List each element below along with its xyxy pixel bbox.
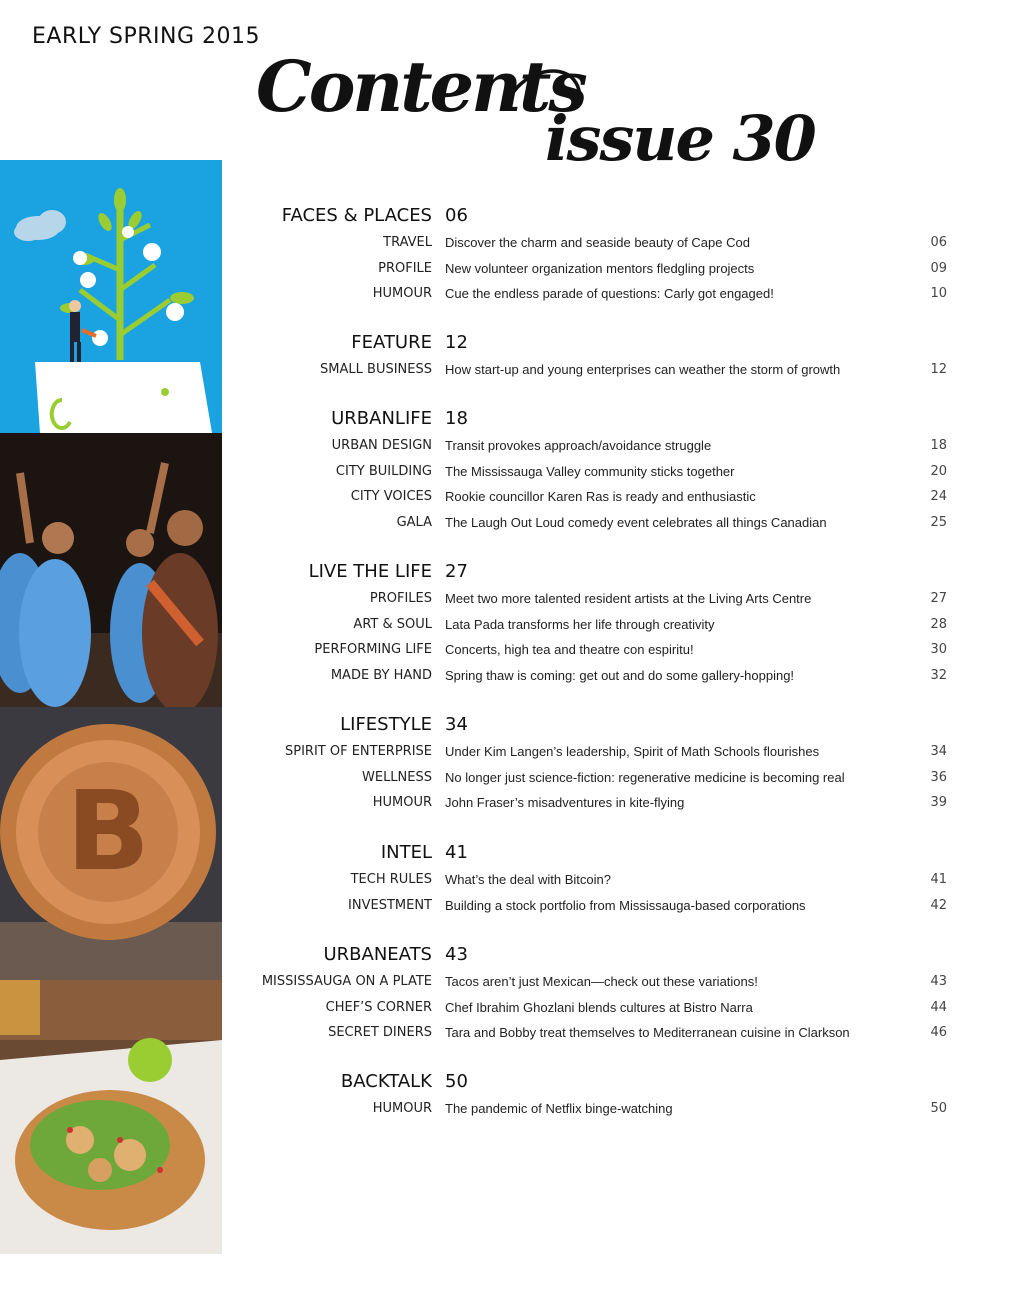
section-page-number: 12 bbox=[445, 332, 468, 353]
entry-page-number: 06 bbox=[930, 235, 947, 250]
entry-category: URBAN DESIGN bbox=[331, 438, 432, 453]
entry-description: Spring thaw is coming: get out and do some gallery-hopping! bbox=[445, 667, 795, 683]
issue-title: issue 30 bbox=[545, 102, 815, 175]
entry-category: CHEF’S CORNER bbox=[325, 999, 432, 1015]
section-page-number: 50 bbox=[445, 1071, 468, 1092]
entry-page-number: 39 bbox=[930, 795, 947, 810]
entry-page-number: 20 bbox=[930, 463, 947, 479]
entry-description: Lata Pada transforms her life through creativity bbox=[445, 616, 715, 632]
entry-description: Rookie councillor Karen Ras is ready and enthusiastic bbox=[445, 489, 756, 504]
section-page-number: 06 bbox=[445, 205, 468, 226]
entry-description: The Mississauga Valley community sticks together bbox=[445, 463, 735, 479]
plant-illustration bbox=[0, 160, 222, 433]
entry-category: HUMOUR bbox=[372, 795, 432, 810]
section-name: FACES & PLACES bbox=[281, 205, 432, 226]
entry-page-number: 27 bbox=[930, 591, 947, 606]
entry-description: Chef Ibrahim Ghozlani blends cultures at Bistro Narra bbox=[445, 999, 753, 1015]
section-name: INTEL bbox=[380, 842, 432, 863]
entry-category: HUMOUR bbox=[372, 1101, 432, 1116]
section-name: BACKTALK bbox=[340, 1071, 432, 1092]
entry-category: PERFORMING LIFE bbox=[314, 642, 432, 657]
entry-page-number: 43 bbox=[930, 974, 947, 989]
entry-page-number: 28 bbox=[930, 616, 947, 632]
entry-category: PROFILES bbox=[369, 591, 432, 606]
section-page-number: 18 bbox=[445, 408, 468, 429]
entry-category: PROFILE bbox=[378, 260, 432, 276]
entry-category: SECRET DINERS bbox=[328, 1025, 432, 1040]
entry-category: HUMOUR bbox=[372, 286, 432, 301]
entry-category: MISSISSAUGA ON A PLATE bbox=[261, 974, 432, 989]
entry-page-number: 30 bbox=[930, 642, 947, 657]
entry-category: SMALL BUSINESS bbox=[320, 362, 432, 377]
section-name: FEATURE bbox=[351, 332, 432, 353]
entry-category: TRAVEL bbox=[383, 235, 432, 250]
section-page-number: 27 bbox=[445, 561, 468, 582]
entry-description: Tara and Bobby treat themselves to Mediterranean cuisine in Clarkson bbox=[445, 1025, 850, 1040]
entry-page-number: 46 bbox=[930, 1025, 947, 1040]
entry-category: SPIRIT OF ENTERPRISE bbox=[284, 744, 432, 759]
entry-description: Transit provokes approach/avoidance struggle bbox=[445, 438, 712, 453]
section-page-number: 43 bbox=[445, 944, 468, 965]
entry-page-number: 32 bbox=[930, 667, 947, 683]
entry-category: WELLNESS bbox=[362, 769, 432, 785]
entry-description: Building a stock portfolio from Mississauga-based corporations bbox=[445, 897, 806, 913]
entry-description: What’s the deal with Bitcoin? bbox=[445, 872, 611, 887]
entry-description: Cue the endless parade of questions: Carly got engaged! bbox=[445, 286, 774, 301]
dancers-photo bbox=[0, 433, 222, 707]
bitcoin-photo bbox=[0, 707, 222, 980]
entry-description: No longer just science-fiction: regenerative medicine is becoming real bbox=[445, 769, 845, 785]
section-name: URBANEATS bbox=[323, 944, 432, 965]
section-name: LIVE THE LIFE bbox=[308, 561, 432, 582]
entry-page-number: 25 bbox=[930, 514, 947, 530]
issue-label: EARLY SPRING 2015 bbox=[32, 24, 260, 49]
contents-title: Contents bbox=[256, 45, 585, 128]
entry-description: Under Kim Langen’s leadership, Spirit of Math Schools flourishes bbox=[445, 744, 820, 759]
entry-page-number: 09 bbox=[930, 260, 947, 276]
entry-category: ART & SOUL bbox=[353, 616, 432, 632]
svg-text:B: B bbox=[66, 767, 150, 895]
entry-description: Discover the charm and seaside beauty of Cape Cod bbox=[445, 235, 750, 250]
entry-page-number: 12 bbox=[930, 362, 947, 377]
entry-page-number: 41 bbox=[930, 872, 947, 887]
entry-page-number: 24 bbox=[930, 489, 947, 504]
entry-category: CITY VOICES bbox=[350, 489, 432, 504]
entry-page-number: 44 bbox=[930, 999, 947, 1015]
entry-description: Tacos aren’t just Mexican—check out these variations! bbox=[445, 974, 758, 989]
entry-page-number: 10 bbox=[930, 286, 947, 301]
tacos-photo bbox=[0, 980, 222, 1254]
entry-description: How start-up and young enterprises can weather the storm of growth bbox=[445, 362, 841, 377]
entry-description: The Laugh Out Loud comedy event celebrates all things Canadian bbox=[445, 514, 827, 530]
entry-category: CITY BUILDING bbox=[335, 463, 432, 479]
entry-category: GALA bbox=[396, 514, 432, 530]
section-page-number: 34 bbox=[445, 714, 468, 735]
entry-description: Concerts, high tea and theatre con espiritu! bbox=[445, 642, 694, 657]
entry-page-number: 18 bbox=[930, 438, 947, 453]
entry-category: TECH RULES bbox=[350, 872, 432, 887]
section-name: LIFESTYLE bbox=[340, 714, 432, 735]
entry-category: INVESTMENT bbox=[348, 897, 432, 913]
entry-page-number: 36 bbox=[930, 769, 947, 785]
entry-description: Meet two more talented resident artists at the Living Arts Centre bbox=[445, 591, 812, 606]
entry-page-number: 42 bbox=[930, 897, 947, 913]
entry-category: MADE BY HAND bbox=[330, 667, 432, 683]
entry-description: John Fraser’s misadventures in kite-flying bbox=[445, 795, 685, 810]
entry-description: New volunteer organization mentors fledgling projects bbox=[445, 260, 755, 276]
section-name: URBANLIFE bbox=[331, 408, 432, 429]
entry-description: The pandemic of Netflix binge-watching bbox=[445, 1101, 673, 1116]
entry-page-number: 50 bbox=[930, 1101, 947, 1116]
entry-page-number: 34 bbox=[930, 744, 947, 759]
section-page-number: 41 bbox=[445, 842, 468, 863]
